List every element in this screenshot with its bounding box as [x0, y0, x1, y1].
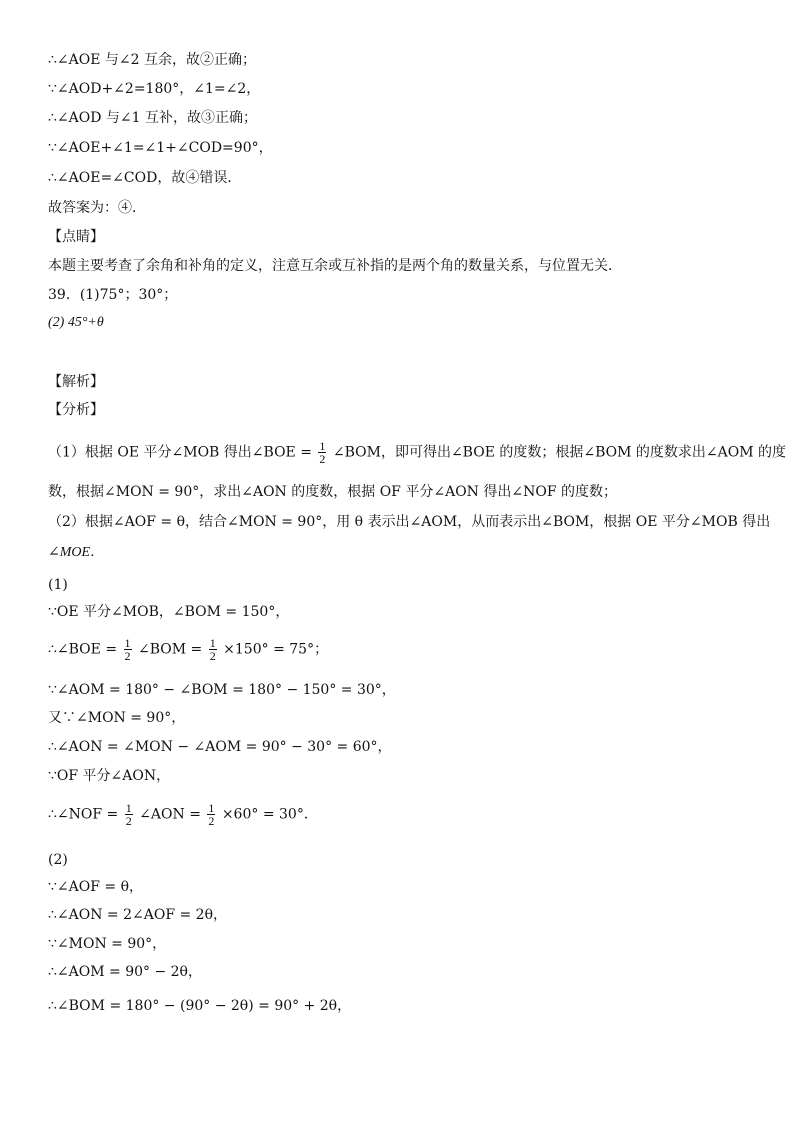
fraction-denominator: 2 — [319, 452, 326, 466]
fraction-half — [124, 637, 132, 662]
fraction-denominator: 2 — [209, 649, 216, 663]
nof-calc-text-b: ∠AON = — [139, 806, 201, 823]
analysis-part2-line2: ∠MOE． — [48, 545, 105, 560]
solution-bom-theta: ∴∠BOM = 180° − (90° − 2θ) = 90° + 2θ， — [48, 998, 352, 1014]
solution-of-bisects: ∵OF 平分∠AON， — [48, 768, 171, 784]
solution-aof-theta: ∵∠AOF = θ， — [48, 879, 143, 895]
solution-aom-calc: ∵∠AOM = 180° − ∠BOM = 180° − 150° = 30°， — [48, 682, 396, 698]
solution-oe-bisects: ∵OE 平分∠MOB，∠BOM = 150°， — [48, 604, 290, 620]
nof-calc-text-c: ×60° = 30°． — [221, 806, 318, 823]
analysis-part1-line2: 数，根据∠MON = 90°，求出∠AON 的度数，根据 OF 平分∠AON 得出∠NOF 的度数； — [48, 484, 617, 500]
solution-mon-given: 又∵∠MON = 90°， — [48, 710, 186, 726]
line-q39-answer2: (2) 45°+θ — [48, 315, 104, 330]
line-q39-answer1: 39．(1)75°；30°； — [48, 287, 178, 303]
solution-part2-label: (2) — [48, 852, 68, 868]
solution-boe-calc — [48, 637, 760, 662]
fraction-numerator: 1 — [319, 439, 326, 453]
solution-part1-label: (1) — [48, 577, 68, 593]
fraction-half — [207, 802, 215, 827]
fraction-numerator: 1 — [124, 636, 131, 650]
fraction-denominator: 2 — [125, 814, 132, 828]
heading-dianjing: 【点睛】 — [48, 229, 104, 245]
line-aoe-complement: ∴∠AOE 与∠2 互余，故②正确； — [48, 52, 256, 68]
boe-calc-text-a: ∴∠BOE = — [48, 641, 118, 658]
fraction-numerator: 1 — [209, 636, 216, 650]
line-aoe-equals-cod: ∴∠AOE=∠COD，故④错误． — [48, 170, 242, 186]
line-aod-sum: ∵∠AOD+∠2=180°，∠1=∠2， — [48, 81, 261, 97]
heading-fenxi: 【分析】 — [48, 402, 104, 418]
solution-mon-90: ∵∠MON = 90°， — [48, 936, 167, 952]
boe-calc-text-b: ∠BOM = — [137, 641, 203, 658]
line-answer: 故答案为：④． — [48, 200, 146, 216]
line-aoe-cod-sum: ∵∠AOE+∠1=∠1+∠COD=90°， — [48, 140, 273, 156]
line-summary: 本题主要考查了余角和补角的定义，注意互余或互补指的是两个角的数量关系，与位置无关． — [48, 258, 622, 274]
fraction-half — [209, 637, 217, 662]
nof-calc-text-a: ∴∠NOF = — [48, 806, 119, 823]
fraction-half — [318, 440, 326, 465]
heading-jiexi: 【解析】 — [48, 374, 104, 390]
analysis-part2-line1: （2）根据∠AOF = θ，结合∠MON = 90°，用 θ 表示出∠AOM，从而表示出∠BOM，根据 OE 平分∠MOB 得出 — [48, 514, 771, 530]
solution-aom-theta: ∴∠AOM = 90° − 2θ， — [48, 964, 202, 980]
fraction-numerator: 1 — [208, 801, 215, 815]
solution-aon-2theta: ∴∠AON = 2∠AOF = 2θ， — [48, 907, 228, 923]
fraction-half — [125, 802, 133, 827]
fraction-denominator: 2 — [208, 814, 215, 828]
line-aod-supplement: ∴∠AOD 与∠1 互补，故③正确； — [48, 110, 257, 126]
fraction-denominator: 2 — [124, 649, 131, 663]
analysis-part1-text-a: （1）根据 OE 平分∠MOB 得出∠BOE = — [48, 444, 312, 461]
analysis-part1-text-b: ∠BOM，即可得出∠BOE 的度数；根据∠BOM 的度数求出∠AOM 的度 — [332, 444, 787, 461]
analysis-part1-line1 — [48, 439, 787, 466]
boe-calc-text-c: ×150° = 75°； — [223, 641, 329, 658]
fraction-numerator: 1 — [125, 801, 132, 815]
solution-aon-calc: ∴∠AON = ∠MON − ∠AOM = 90° − 30° = 60°， — [48, 739, 392, 755]
solution-nof-calc — [48, 802, 760, 827]
